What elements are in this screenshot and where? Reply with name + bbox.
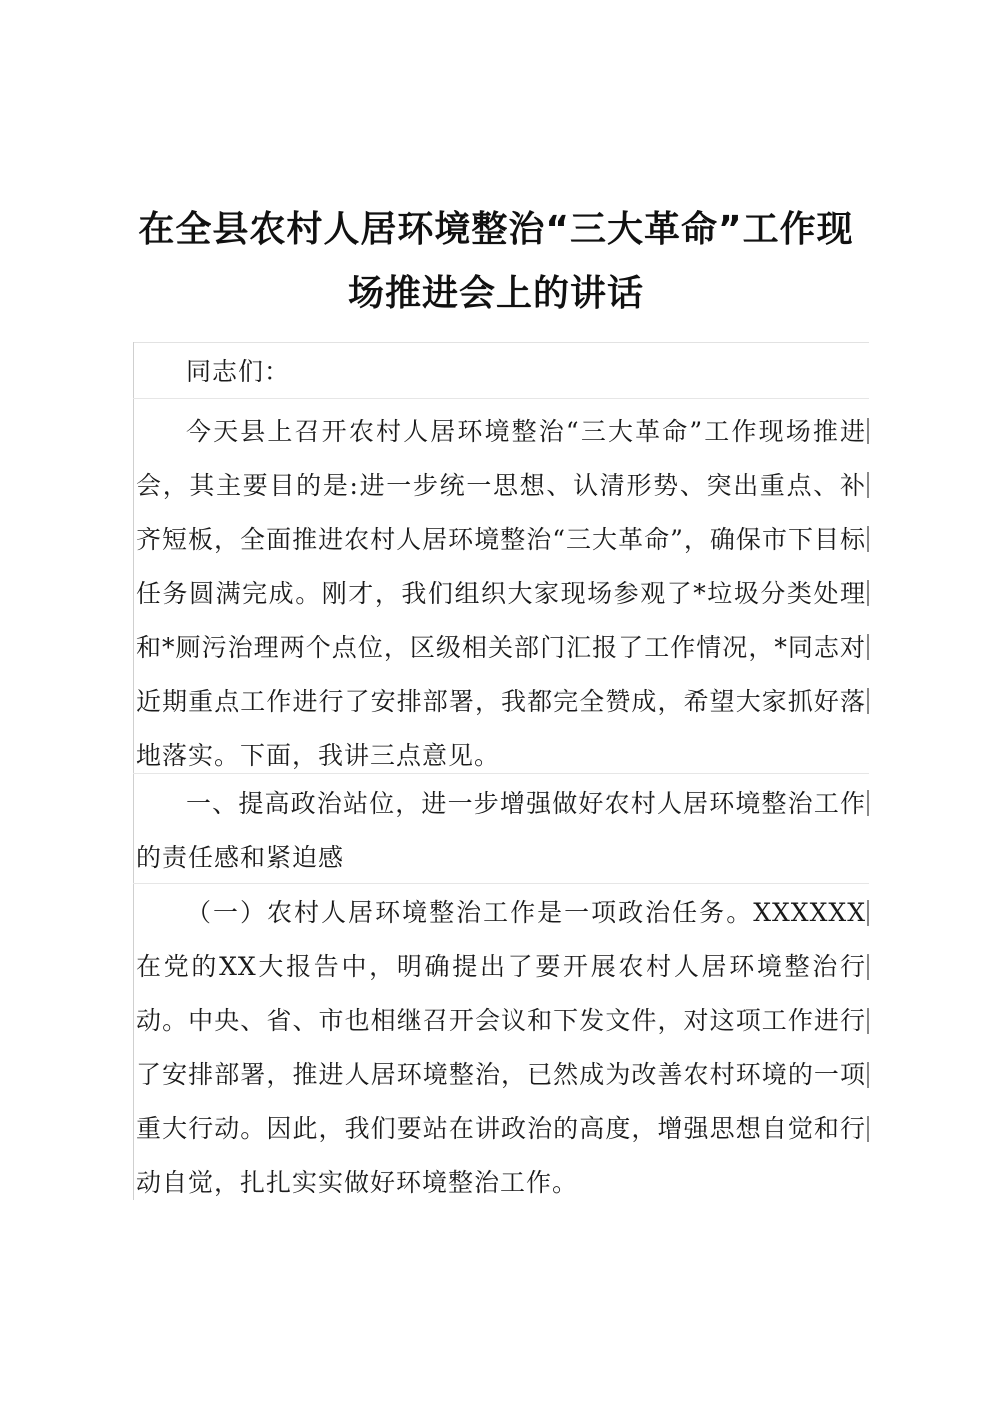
line-edge-mark bbox=[867, 790, 869, 816]
salutation-paragraph: 同志们： bbox=[186, 357, 291, 386]
section-heading-paragraph: 一、提高政治站位，进一步增强做好农村人居环境整治工作的责任感和紧迫感 bbox=[136, 789, 866, 872]
line-edge-mark bbox=[867, 954, 869, 980]
line-edge-mark bbox=[867, 1008, 869, 1034]
line-edge-mark bbox=[867, 1116, 869, 1142]
paragraph-separator bbox=[133, 773, 869, 774]
line-edge-mark bbox=[867, 472, 869, 498]
line-edge-mark bbox=[867, 1062, 869, 1088]
line-edge-mark bbox=[867, 900, 869, 926]
line-edge-mark bbox=[867, 688, 869, 714]
line-edge-mark bbox=[867, 418, 869, 444]
paragraph-separator bbox=[133, 398, 869, 399]
line-edge-mark bbox=[867, 580, 869, 606]
line-edge-mark bbox=[867, 634, 869, 660]
line-edge-mark bbox=[867, 526, 869, 552]
document-title: 在全县农村人居环境整治“三大革命”工作现场推进会上的讲话 bbox=[138, 209, 854, 314]
subsection-paragraph: （一）农村人居环境整治工作是一项政治任务。XXXXXX在党的XX大报告中，明确提出了要开展农村人居环境整治行动。中央、省、市也相继召开会议和下发文件，对这项工作进行了安排部署，推进人居环境整治，已然成为改善农村环境的一项重大行动。因此，我们要站在讲政治的高度，增强思想自觉和行动自觉，扎扎实实做好环境整治工作。 bbox=[136, 898, 866, 1197]
opening-paragraph: 今天县上召开农村人居环境整治“三大革命”工作现场推进会，其主要目的是:进一步统一思想、认清形势、突出重点、补齐短板，全面推进农村人居环境整治“三大革命”，确保市下目标任务圆满完成。刚才，我们组织大家现场参观了*垃圾分类处理和*厕污治理两个点位，区级相关部门汇报了工作情况，*同志对近期重点工作进行了安排部署，我都完全赞成，希望大家抓好落地落实。下面，我讲三点意见。 bbox=[136, 417, 866, 770]
paragraph-separator bbox=[133, 883, 869, 884]
